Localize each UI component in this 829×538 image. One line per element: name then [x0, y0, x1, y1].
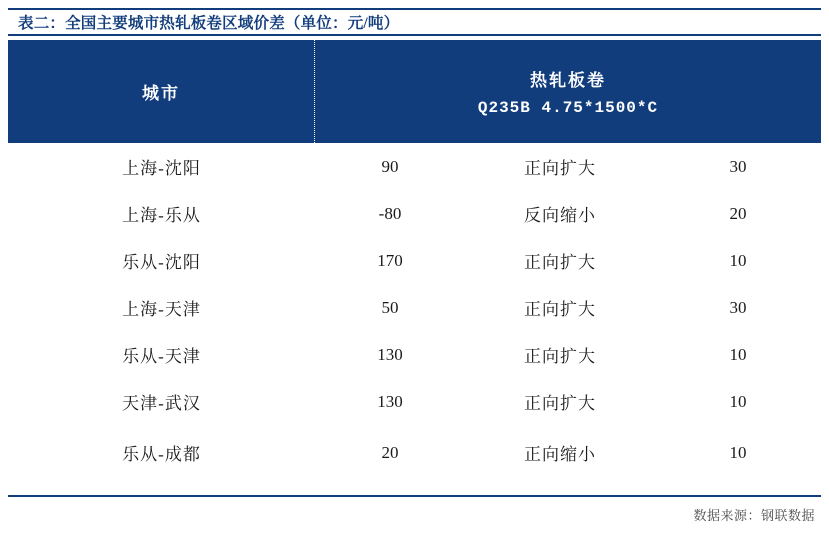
cell-change: 30 [729, 297, 747, 317]
cell-trend: 正向扩大 [524, 159, 596, 178]
cell-trend: 正向扩大 [524, 394, 596, 413]
cell-change: 20 [729, 203, 747, 223]
cell-price: 130 [377, 391, 403, 411]
cell-trend: 正向扩大 [524, 300, 596, 319]
table-row [8, 190, 821, 237]
figure-title-bar [8, 8, 821, 36]
table-header [8, 40, 821, 143]
cell-change: 10 [729, 344, 747, 364]
table-header-product-name: 热轧板卷 [530, 71, 606, 90]
table-header-city-label: 城市 [142, 84, 180, 103]
cell-trend: 正向缩小 [524, 445, 596, 464]
cell-price: 90 [381, 156, 399, 176]
price-spread-table [8, 40, 821, 480]
table-row [8, 284, 821, 331]
cell-price: 50 [381, 297, 399, 317]
cell-price: 20 [381, 442, 399, 462]
cell-city: 上海-沈阳 [122, 159, 201, 178]
cell-trend: 正向扩大 [524, 347, 596, 366]
table-header-product [315, 40, 821, 143]
cell-trend: 反向缩小 [524, 206, 596, 225]
cell-city: 上海-乐从 [122, 206, 201, 225]
cell-city: 乐从-沈阳 [122, 253, 201, 272]
table-row [8, 237, 821, 284]
cell-city: 天津-武汉 [122, 394, 201, 413]
table-row [8, 331, 821, 378]
page-title: 表二：全国主要城市热轧板卷区域价差（单位：元/吨） [18, 15, 400, 32]
footer-divider [8, 495, 821, 497]
cell-city: 上海-天津 [122, 300, 201, 319]
table-row [8, 143, 821, 190]
cell-change: 10 [729, 442, 747, 462]
cell-price: 130 [377, 344, 403, 364]
cell-price: -80 [378, 203, 402, 223]
cell-city: 乐从-成都 [122, 445, 201, 464]
cell-change: 10 [729, 250, 747, 270]
table-row [8, 425, 821, 480]
data-source-note: 数据来源：钢联数据 [693, 508, 815, 523]
cell-change: 30 [729, 156, 747, 176]
cell-city: 乐从-天津 [122, 347, 201, 366]
cell-price: 170 [377, 250, 403, 270]
table-body [8, 143, 821, 480]
table-header-product-spec: Q235B 4.75*1500*C [477, 99, 659, 117]
cell-trend: 正向扩大 [524, 253, 596, 272]
cell-change: 10 [729, 391, 747, 411]
table-row [8, 378, 821, 425]
table-header-city [8, 40, 315, 143]
